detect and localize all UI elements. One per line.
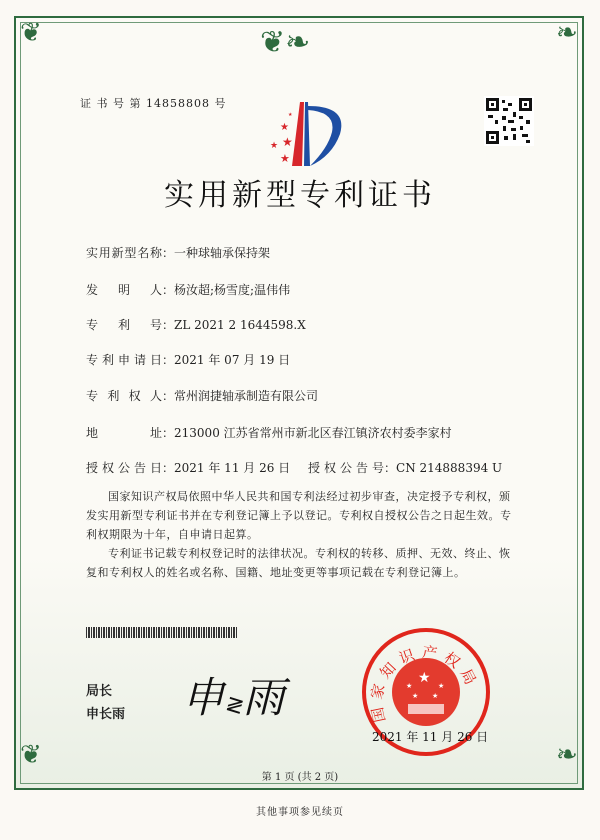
- svg-text:★: ★: [280, 152, 290, 165]
- field-application-date: 专利申请日：2021 年 07 月 19 日: [86, 353, 291, 367]
- statement-paragraph: 国家知识产权局依照中华人民共和国专利法经过初步审查，决定授予专利权，颁发实用新型专利证书并在专利登记簿上予以登记。专利权自授权公告之日起生效。专利权期限为十年，自申请日起算。: [86, 490, 512, 541]
- cnipa-logo: [258, 100, 348, 170]
- page-number: 第 1 页 (共 2 页): [261, 772, 339, 783]
- footer-note: 其他事项参见续页: [256, 807, 344, 818]
- field-address: 地址：213000 江苏省常州市新北区春江镇济农村委李家村: [86, 426, 452, 440]
- qr-code: [484, 96, 534, 146]
- svg-text:★: ★: [270, 141, 279, 151]
- svg-text:★: ★: [280, 122, 289, 133]
- corner-ornament-icon: ❦: [20, 740, 42, 770]
- top-ornament-icon: ❦❧: [260, 25, 311, 60]
- corner-ornament-icon: ❧: [556, 740, 578, 770]
- svg-text:★: ★: [288, 112, 293, 118]
- svg-text:★: ★: [438, 682, 445, 690]
- field-utility-model-name: 实用新型名称：一种球轴承保持架: [86, 246, 271, 260]
- svg-text:国家知识产权局: 国家知识产权局: [367, 642, 483, 724]
- field-inventor: 发明人：杨汝超;杨雪度;温伟伟: [86, 283, 291, 297]
- signatory-title: 局长: [86, 684, 113, 699]
- svg-text:★: ★: [418, 670, 431, 686]
- svg-text:★: ★: [282, 135, 293, 149]
- field-grant-pub-number: 授权公告号：CN 214888394 U: [308, 461, 503, 475]
- page-title: 实用新型专利证书: [164, 178, 436, 213]
- field-patentee: 专利权人：常州润捷轴承制造有限公司: [86, 389, 319, 403]
- certificate-number: 证 书 号 第 14858808 号: [80, 97, 227, 110]
- svg-text:★: ★: [412, 692, 419, 700]
- seal-date: 2021 年 11 月 26 日: [372, 730, 489, 744]
- corner-ornament-icon: ❧: [556, 18, 578, 48]
- handwritten-signature: 申≷雨: [182, 673, 285, 722]
- corner-ornament-icon: ❦: [20, 18, 42, 48]
- signatory-name: 申长雨: [86, 707, 126, 722]
- barcode: [86, 627, 238, 638]
- statement-paragraph: 专利证书记载专利权登记时的法律状况。专利权的转移、质押、无效、终止、恢复和专利权人的姓名或名称、国籍、地址变更等事项记载在专利登记簿上。: [86, 547, 511, 579]
- svg-text:★: ★: [432, 692, 439, 700]
- field-patent-number: 专利号：ZL 2021 2 1644598.X: [86, 318, 306, 332]
- field-grant-date: 授权公告日：2021 年 11 月 26 日: [86, 461, 291, 475]
- svg-text:★: ★: [406, 682, 413, 690]
